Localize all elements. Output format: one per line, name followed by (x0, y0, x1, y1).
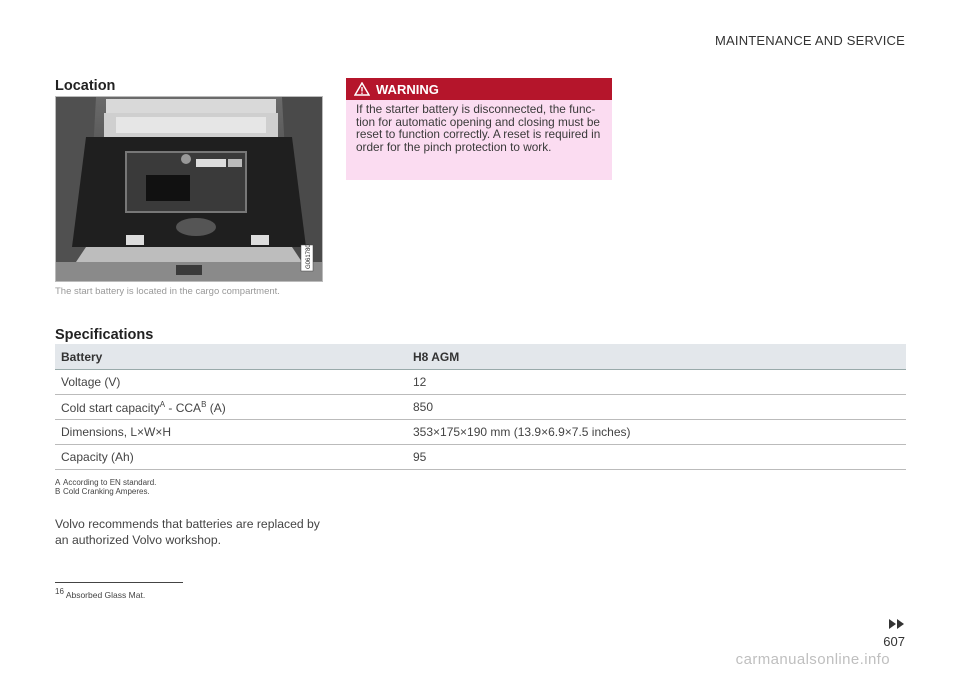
cargo-compartment-photo (55, 96, 323, 282)
table-row (55, 445, 906, 470)
row-value: 12 (407, 370, 906, 395)
row-label: Voltage (V) (55, 370, 407, 395)
footnote-number: 16 (55, 587, 64, 596)
footnote-b (55, 487, 156, 496)
table-footnotes (55, 478, 156, 496)
row-value: 95 (407, 445, 906, 470)
warning-title: WARNING (376, 81, 439, 97)
table-row (55, 370, 906, 395)
specifications-heading: Specifications (55, 327, 154, 343)
row-label: Capacity (Ah) (55, 445, 407, 470)
image-code: G061780 (306, 244, 312, 269)
watermark: carmanualsonline.info (735, 651, 890, 668)
footnote-divider (55, 582, 183, 583)
warning-header (346, 78, 612, 100)
footnote-mark: B (55, 487, 61, 496)
row-value: 850 (407, 395, 906, 420)
column-header-h8-agm: H8 AGM (407, 344, 906, 370)
continue-indicator (889, 616, 905, 634)
footnote-ref-a: A (159, 399, 166, 409)
page-footnote (55, 587, 145, 600)
row-label: Dimensions, L×W×H (55, 420, 407, 445)
label-mid: - CCA (165, 400, 202, 415)
footnote-a (55, 478, 156, 487)
location-heading: Location (55, 78, 116, 94)
table-row (55, 395, 906, 420)
table-row (55, 420, 906, 445)
warning-box (346, 78, 612, 180)
footnote-ref-b: B (201, 399, 207, 409)
section-header: MAINTENANCE AND SERVICE (714, 33, 905, 48)
row-value: 353×175×190 mm (13.9×6.9×7.5 inches) (407, 420, 906, 445)
page-number: 607 (883, 634, 905, 649)
body-paragraph: Volvo recommends that batteries are replaced by an authorized Volvo workshop. (55, 517, 320, 547)
footnote-mark: A (55, 478, 61, 487)
label-main: Cold start capacity (61, 400, 160, 415)
photo-caption: The start battery is located in the cargo compartment. (55, 286, 280, 297)
cargo-photo-illustration (56, 97, 322, 281)
specifications-table (55, 344, 906, 470)
double-chevron-right-icon (889, 619, 905, 629)
footnote-text: According to EN standard. (63, 478, 157, 487)
column-header-battery: Battery (55, 344, 407, 370)
label-end: (A) (206, 400, 226, 415)
warning-triangle-icon (354, 82, 370, 96)
footnote-text: Cold Cranking Amperes. (63, 487, 150, 496)
warning-text: If the starter battery is disconnected, the func-tion for automatic opening and closing must be reset to function correctly. A reset is required in order for the pinch protection to work. (356, 102, 601, 154)
table-header-row (55, 344, 906, 370)
footnote-text: Absorbed Glass Mat. (65, 589, 146, 600)
row-label (55, 395, 407, 420)
